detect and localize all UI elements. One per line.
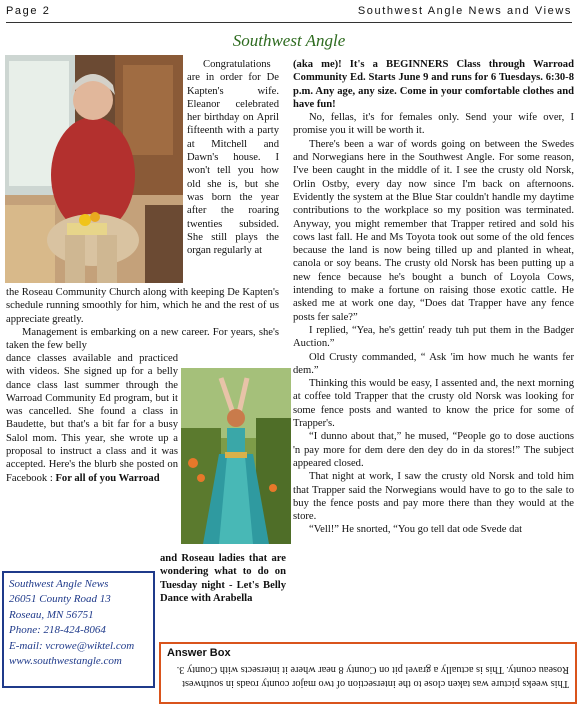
col1-blurb-bold xyxy=(160,552,286,605)
address-name: Southwest Angle News xyxy=(9,578,109,590)
birthday-paragraph-cont: the Roseau Community Church along with keeping De Kapten's schedule running smoothly for him, which he and the rest of us appreciate greatly. xyxy=(6,287,279,325)
birthday-paragraph: Congratulations are in order for De Kapten's wife. Eleanor celebrated her birthday on April fifteenth with a party at Mitchell and Dawn's house. I won't tell you how old she is, but she was born the year after the roaring twenties subsided. She still plays the organ regularly at xyxy=(187,59,279,257)
page-header xyxy=(6,5,572,19)
answer-box-title: Answer Box xyxy=(167,647,231,659)
col1-career-beside xyxy=(6,339,178,485)
address-city: Roseau, MN 56751 xyxy=(9,608,94,621)
crusty-paragraph: Old Crusty commanded, “ Ask 'im how much he wants fer dem.” xyxy=(293,351,574,376)
dancer-photo xyxy=(181,368,291,544)
col1-intro-beside xyxy=(187,58,279,257)
career-paragraph xyxy=(6,339,178,485)
address-email[interactable]: E-mail: vcrowe@wiktel.com xyxy=(9,639,135,652)
blurb-bold-cont: (aka me)! It's a BEGINNERS Class through Warroad Community Ed. Starts June 9 and runs for 6 Tuesdays. 6:30-8 p.m. Any age, any size. Come in your comfortable clothes and have fun! xyxy=(293,59,574,110)
answer-box-text-upside-down: This weeks picture was taken close to the intersection of two major county roads in southwest Roseau county. This is actually a gravel pit on County 8 near where it intersects with County 3. xyxy=(176,664,569,689)
war-paragraph: There's been a war of words going on between the Swedes and Norwegians here in the Southwest Angle. For some reason, I've been caught in the middle of it. I see the crusty old Norsk, Orlin Ostby, every day now since I'm back on afternoons. Evidently the system at the Blue Star couldn't handle my daytime contributions to the workplace so my position was terminated. Anyway, you might remember that Trapper retired and sold his cows last fall. He and Ms Toyota took out some of the old fences because the land is now being tilled up and planted in wheat, canola or soy beans. The crusty old Norsk has been putting up a new fence because he's bought a bunch of Loyola Cows, intending to make a fortune on raising those exotic cattle. He asked me at work one day, “Does dat Trapper have any fence posts fer sale?” xyxy=(293,138,574,323)
address-phone: Phone: 218-424-8064 xyxy=(9,624,106,637)
section-title: Southwest Angle xyxy=(232,31,346,50)
column-two xyxy=(293,58,574,640)
night-paragraph: That night at work, I saw the crusty old Norsk and told him that Trapper said the Norwegians would have to go to the sale to buy the fence posts and pay more there than they would at the store. xyxy=(293,471,574,523)
page-number: Page 2 xyxy=(6,5,51,17)
address-street: 26051 County Road 13 xyxy=(9,593,111,606)
blurb-bold-start: For all of you Warroad xyxy=(55,472,160,484)
publication-name: Southwest Angle News and Views xyxy=(357,5,572,17)
woman-photo xyxy=(5,55,183,283)
address-box xyxy=(2,571,155,688)
dunno-paragraph: “I dunno about that,” he mused, “People go to dose auctions 'n pay more for dem dere den dey do in da stores!” The subject appeared closed. xyxy=(293,431,574,469)
address-website[interactable]: www.southwestangle.com xyxy=(9,655,122,668)
fellas-paragraph: No, fellas, it's for females only. Send your wife over, I promise you it will be worth it. xyxy=(293,112,574,137)
blurb-bold: and Roseau ladies that are wondering what to do on Tuesday night - Let's Belly Dance with Arabella xyxy=(160,553,286,604)
career-text: dance classes available and practiced with videos. She signed up for a belly dance class last summer through the Warroad Community Ed program, but it was cancelled. She found a class in Baudette, but that's a bit far for a busy Salol mom. This year, she wrote up a proposal to instruct a class and it was accepted. Here's the blurb she posted on Facebook : xyxy=(6,353,178,484)
header-divider xyxy=(6,22,572,23)
vell-paragraph: “Vell!” He snorted, “You go tell dat ode Svede dat xyxy=(309,524,523,536)
answer-box xyxy=(159,642,577,704)
auction-paragraph: I replied, “Yea, he's gettin' ready tuh put them in the Badger Auction.” xyxy=(293,324,574,350)
coffee-paragraph: Thinking this would be easy, I assented and, the next morning at coffee told Trapper that the crusty old Norsk was looking for some fence posts and wanted to know the price for some of Trapper's. xyxy=(293,378,574,430)
career-paragraph-start: Management is embarking on a new career. For years, she's taken the few belly xyxy=(6,326,279,352)
